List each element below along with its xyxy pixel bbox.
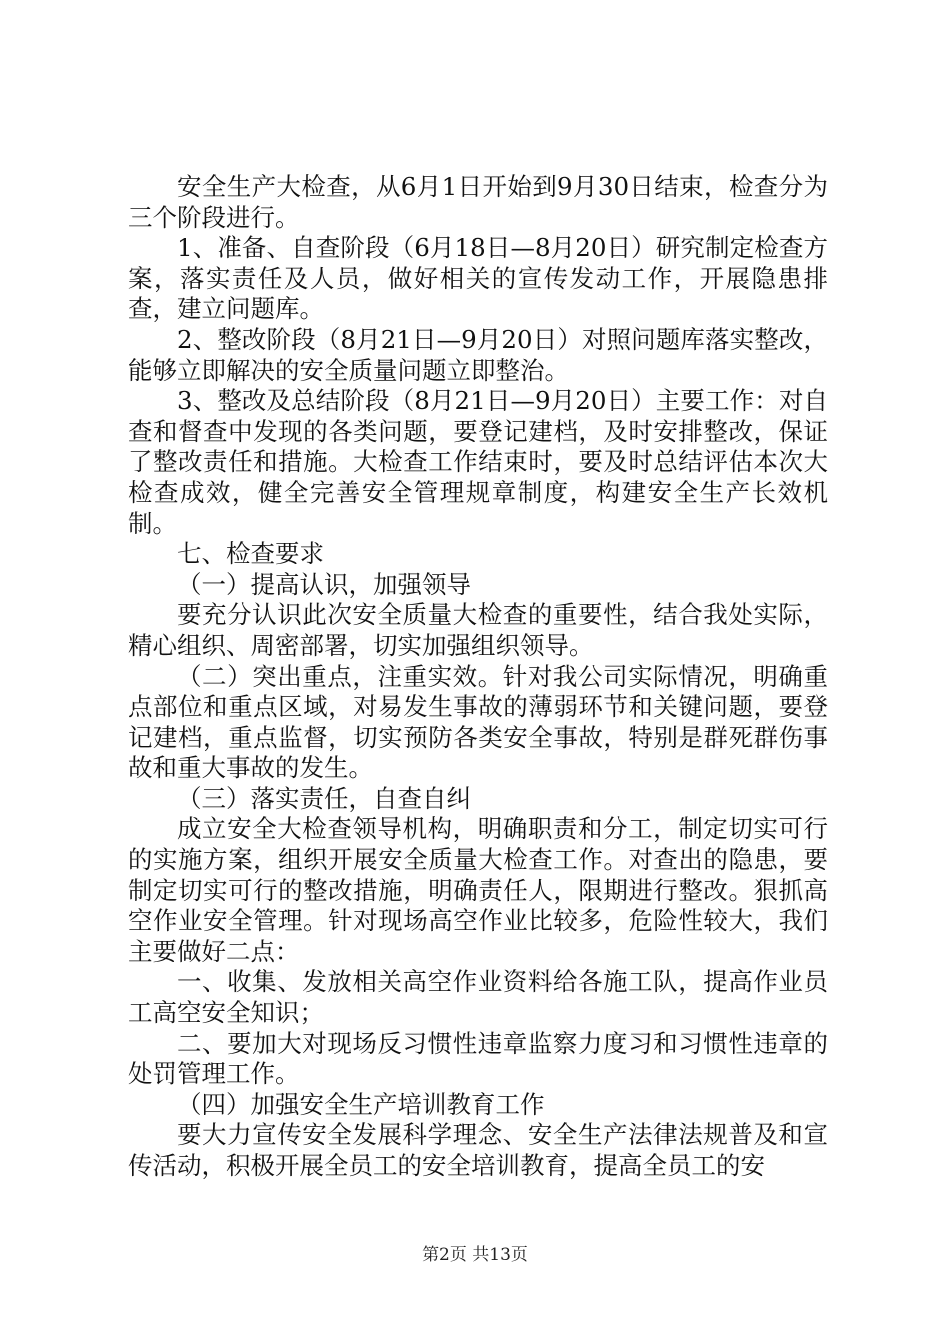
paragraph-awareness: 要充分认识此次安全质量大检查的重要性，结合我处实际，精心组织、周密部署，切实加强组织领导。	[128, 600, 828, 660]
paragraph-training: 要大力宣传安全发展科学理念、安全生产法律法规普及和宣传活动，积极开展全员工的安全培训教育，提高全员工的安	[128, 1120, 828, 1180]
subheading-4: （四）加强安全生产培训教育工作	[177, 1089, 545, 1119]
document-body	[128, 172, 828, 1182]
paragraph-stage-1: 1、准备、自查阶段（6月18日—8月20日）研究制定检查方案，落实责任及人员，做好相关的宣传发动工作，开展隐患排查，建立问题库。	[128, 233, 828, 324]
paragraph-stage-2: 2、整改阶段（8月21日—9月20日）对照问题库落实整改，能够立即解决的安全质量问题立即整治。	[128, 324, 828, 385]
paragraph-inspection-period: 安全生产大检查，从6月1日开始到9月30日结束，检查分为三个阶段进行。	[128, 172, 828, 232]
subheading-3: （三）落实责任，自查自纠	[177, 783, 471, 813]
paragraph-stage-3: 3、整改及总结阶段（8月21日—9月20日）主要工作：对自查和督查中发现的各类问题，要登记建档，及时安排整改，保证了整改责任和措施。大检查工作结束时，要及时总结评估本次大检查成效，健全完善安全管理规章制度，构建安全生产长效机制。	[128, 386, 828, 538]
section-heading-requirements: 七、检查要求	[177, 539, 324, 569]
paragraph-point-2: 二、要加大对现场反习惯性违章监察力度习和习惯性违章的处罚管理工作。	[128, 1028, 828, 1089]
paragraph-focus: （二）突出重点，注重实效。针对我公司实际情况，明确重点部位和重点区域，对易发生事故的薄弱环节和关键问题，要登记建档，重点监督，切实预防各类安全事故，特别是群死群伤事故和重大事故的发生。	[128, 661, 828, 783]
paragraph-responsibility: 成立安全大检查领导机构，明确职责和分工，制定切实可行的实施方案，组织开展安全质量大检查工作。对查出的隐患，要制定切实可行的整改措施，明确责任人，限期进行整改。狠抓高空作业安全管理。针对现场高空作业比较多，危险性较大，我们主要做好二点：	[128, 814, 828, 966]
page-number: 第2页 共13页	[422, 1245, 528, 1265]
paragraph-point-1: 一、收集、发放相关高空作业资料给各施工队，提高作业员工高空安全知识；	[128, 967, 828, 1028]
subheading-1: （一）提高认识，加强领导	[177, 569, 471, 599]
